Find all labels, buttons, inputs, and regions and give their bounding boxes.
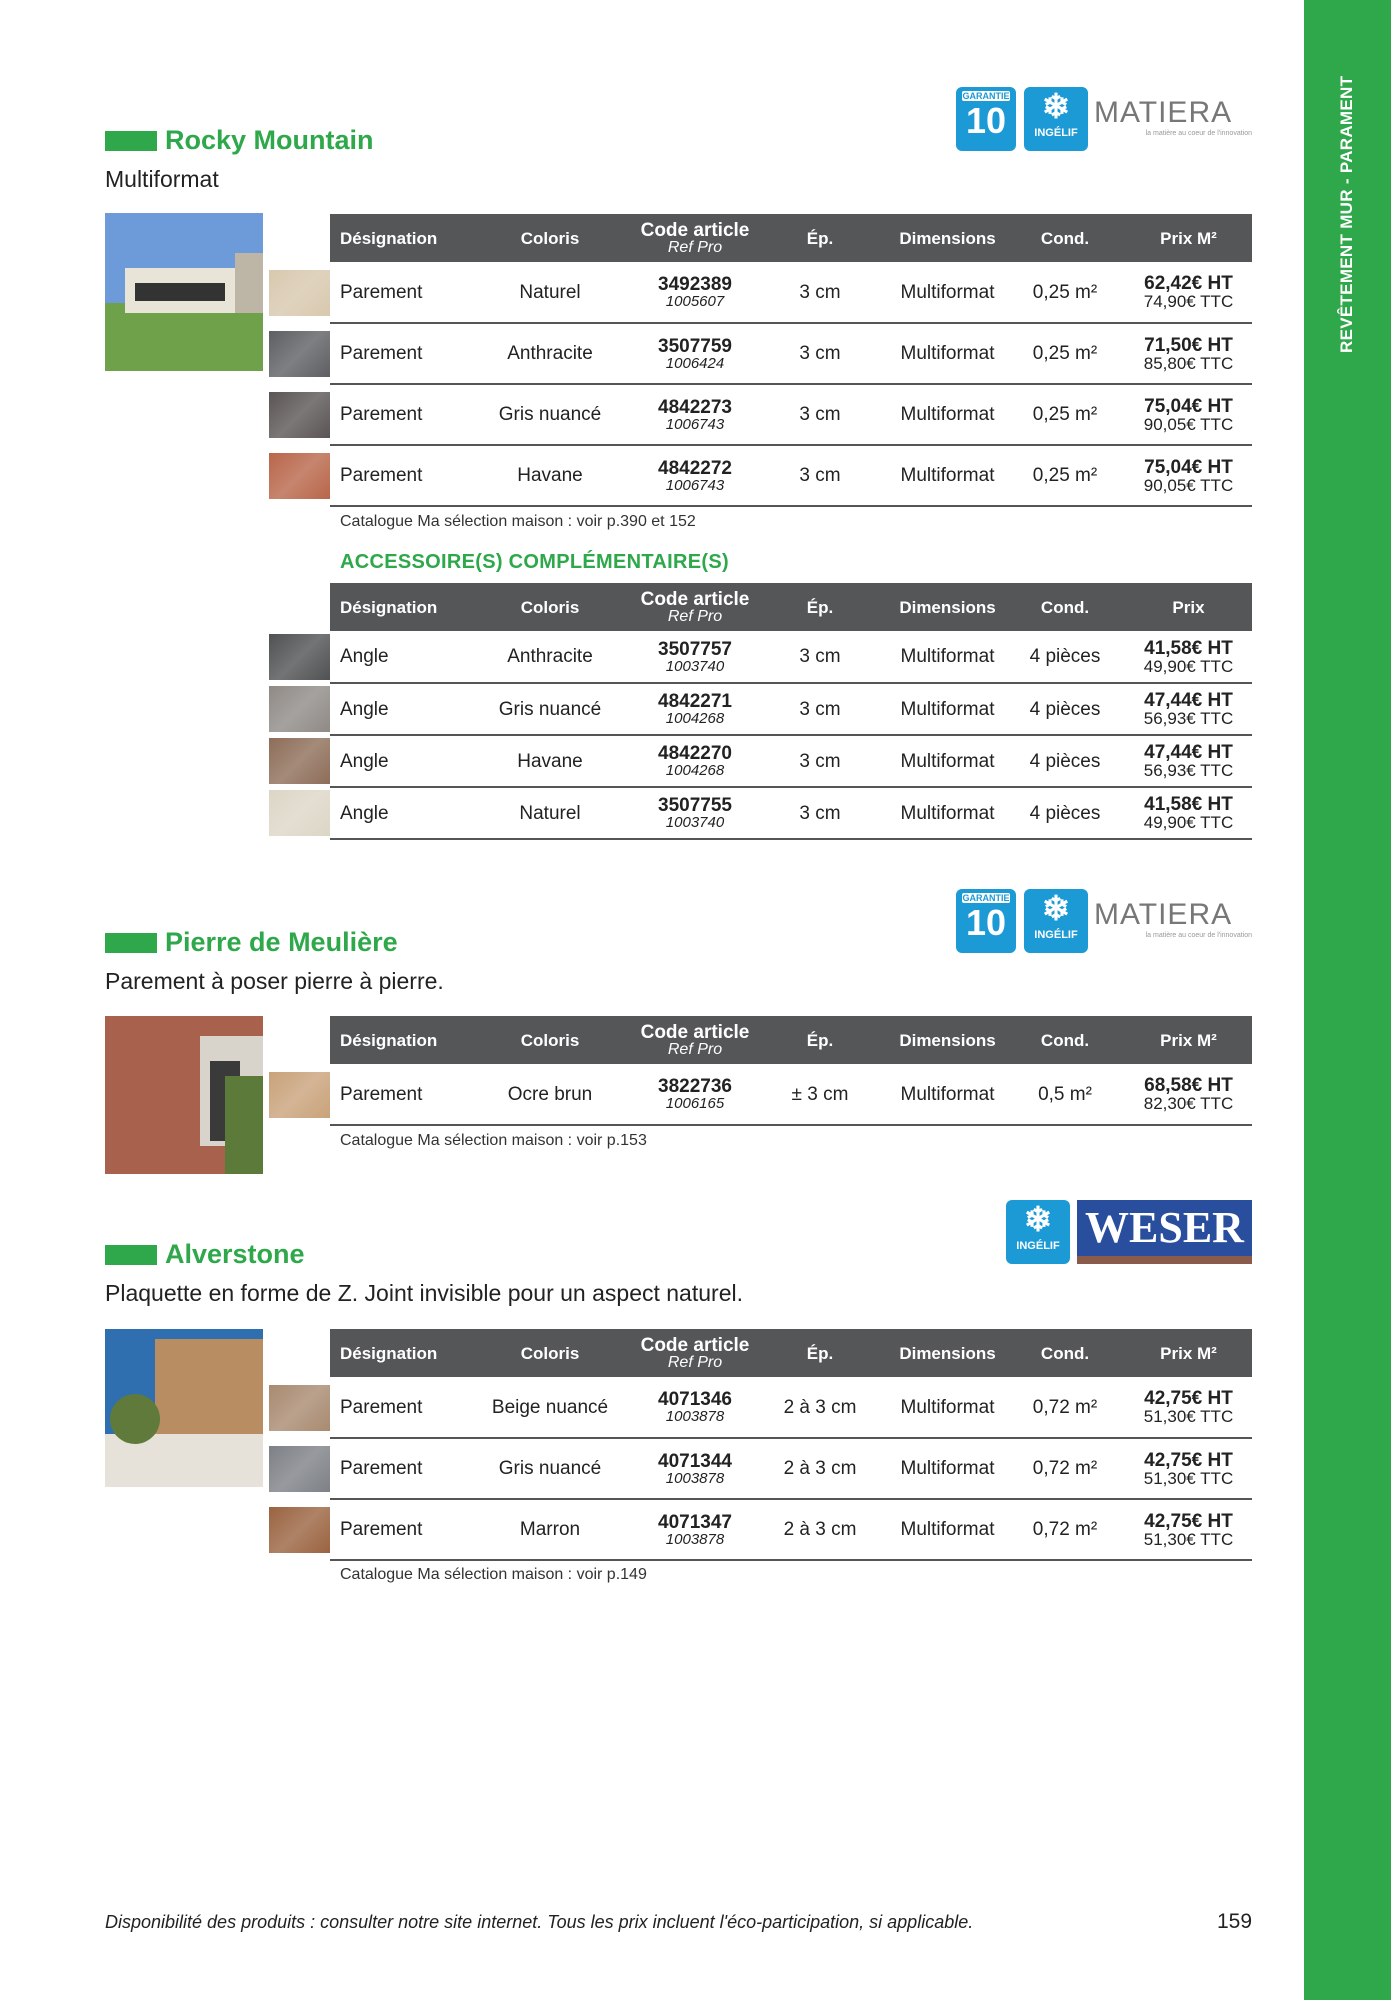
packaging: 0,25 m²: [1005, 445, 1125, 506]
ref-pro: 1006165: [665, 1095, 725, 1112]
product-swatch: [269, 392, 330, 438]
col-ref-label: Ref Pro: [667, 1353, 723, 1371]
col-coloris: Coloris: [460, 583, 640, 631]
matiera-logo: [1094, 96, 1252, 137]
section-title-text: Alverstone: [165, 1239, 305, 1269]
thickness: 2 à 3 cm: [750, 1377, 890, 1438]
article-code: 4842273: [658, 396, 732, 418]
thickness: 3 cm: [750, 735, 890, 787]
guarantee-10-years-logo: [956, 889, 1016, 953]
section-subtitle: Plaquette en forme de Z. Joint invisible pour un aspect naturel.: [105, 1280, 743, 1306]
table-row: [330, 445, 1252, 506]
packaging: 0,25 m²: [1005, 384, 1125, 445]
matiera-tagline: la matière au coeur de l'innovation: [1145, 932, 1252, 939]
price-ht: 42,75€ HT: [1144, 1449, 1233, 1471]
ref-pro: 1003740: [665, 814, 725, 831]
coloris: Naturel: [460, 262, 640, 323]
col-dimensions: Dimensions: [890, 1329, 1005, 1377]
col-prix: Prix: [1125, 583, 1252, 631]
snowflake-icon: ❄: [1023, 1201, 1053, 1239]
designation: Parement: [330, 384, 460, 445]
designation: Parement: [330, 1064, 460, 1125]
section-title-rocky-mountain: [105, 125, 374, 156]
weser-logo: WESER: [1077, 1200, 1252, 1264]
matiera-logo: [1094, 898, 1252, 939]
article-code: 3492389: [658, 274, 732, 295]
dimensions: Multiformat: [890, 1438, 1005, 1499]
catalogue-note: Catalogue Ma sélection maison : voir p.149: [340, 1566, 647, 1583]
col-designation: Désignation: [330, 1016, 460, 1064]
ref-pro: 1003878: [665, 1469, 725, 1487]
code-cell: [640, 787, 750, 839]
dimensions: Multiformat: [890, 683, 1005, 735]
col-code: [640, 1016, 750, 1064]
thickness: 3 cm: [750, 262, 890, 323]
table-row: [330, 631, 1252, 683]
col-designation: Désignation: [330, 214, 460, 262]
section-subtitle: Multiformat: [105, 166, 219, 192]
table-header-row: [330, 1016, 1252, 1064]
price-cell: [1125, 787, 1252, 839]
article-code: 4071346: [658, 1389, 732, 1410]
col-ep: Ép.: [750, 583, 890, 631]
col-cond: Cond.: [1005, 583, 1125, 631]
designation: Angle: [330, 631, 460, 683]
col-code-label: Code article: [640, 1334, 750, 1356]
thickness: 3 cm: [750, 631, 890, 683]
product-table-alverstone: [330, 1329, 1252, 1561]
product-photo-alverstone: [105, 1329, 263, 1487]
packaging: 0,72 m²: [1005, 1438, 1125, 1499]
ingelif-label: INGÉLIF: [1034, 127, 1078, 139]
dimensions: Multiformat: [890, 1499, 1005, 1560]
price-cell: [1125, 735, 1252, 787]
thickness: 3 cm: [750, 384, 890, 445]
product-swatch: [269, 270, 330, 316]
article-code: 4071344: [658, 1450, 732, 1472]
table-row: [330, 735, 1252, 787]
packaging: 0,25 m²: [1005, 323, 1125, 384]
col-dimensions: Dimensions: [890, 583, 1005, 631]
article-code: 4842271: [658, 691, 732, 712]
price-ttc: 51,30€ TTC: [1143, 1468, 1234, 1488]
product-swatch: [269, 1446, 330, 1492]
article-code: 3507759: [658, 335, 732, 357]
price-ttc: 51,30€ TTC: [1143, 1529, 1234, 1549]
price-cell: [1125, 1438, 1252, 1499]
thickness: 3 cm: [750, 787, 890, 839]
designation: Parement: [330, 1377, 460, 1438]
article-code: 4842270: [658, 743, 732, 764]
thickness: 3 cm: [750, 323, 890, 384]
dimensions: Multiformat: [890, 1064, 1005, 1125]
designation: Parement: [330, 445, 460, 506]
page-number: 159: [1217, 1910, 1253, 1933]
product-table-rocky-mountain: [330, 214, 1252, 507]
price-ht: 68,58€ HT: [1144, 1075, 1233, 1096]
price-cell: [1125, 323, 1252, 384]
product-swatch: [269, 790, 330, 836]
packaging: 0,72 m²: [1005, 1377, 1125, 1438]
section-title-text: Rocky Mountain: [165, 125, 374, 155]
guarantee-number: 10: [965, 902, 1007, 943]
col-code-label: Code article: [640, 219, 750, 241]
price-cell: [1125, 1499, 1252, 1560]
col-ep: Ép.: [750, 1016, 890, 1064]
coloris: Marron: [460, 1499, 640, 1560]
col-dimensions: Dimensions: [890, 214, 1005, 262]
col-ref-label: Ref Pro: [667, 607, 723, 625]
thickness: ± 3 cm: [750, 1064, 890, 1125]
code-cell: [640, 1499, 750, 1560]
col-cond: Cond.: [1005, 1329, 1125, 1377]
col-ep: Ép.: [750, 214, 890, 262]
price-ht: 41,58€ HT: [1144, 794, 1233, 815]
price-ttc: 74,90€ TTC: [1143, 292, 1234, 311]
coloris: Havane: [460, 735, 640, 787]
col-coloris: Coloris: [460, 214, 640, 262]
dimensions: Multiformat: [890, 262, 1005, 323]
product-swatch: [269, 1072, 330, 1118]
section-title-pierre-de-meuliere: [105, 927, 398, 958]
col-ref-label: Ref Pro: [667, 238, 723, 256]
ref-pro: 1004268: [665, 762, 725, 779]
snowflake-icon: ❄: [1041, 890, 1071, 928]
designation: Angle: [330, 787, 460, 839]
dimensions: Multiformat: [890, 384, 1005, 445]
designation: Angle: [330, 683, 460, 735]
code-cell: [640, 683, 750, 735]
price-ht: 75,04€ HT: [1144, 395, 1233, 417]
thickness: 3 cm: [750, 445, 890, 506]
coloris: Beige nuancé: [460, 1377, 640, 1438]
section-title-alverstone: [105, 1239, 305, 1270]
ref-pro: 1003878: [665, 1408, 725, 1425]
thickness: 2 à 3 cm: [750, 1499, 890, 1560]
article-code: 3507755: [658, 795, 732, 816]
col-code-label: Code article: [640, 1021, 750, 1043]
price-ttc: 49,90€ TTC: [1143, 656, 1234, 676]
title-marker: [105, 1245, 157, 1265]
coloris: Gris nuancé: [460, 683, 640, 735]
coloris: Havane: [460, 445, 640, 506]
code-cell: [640, 1064, 750, 1125]
col-prix: Prix M²: [1125, 214, 1252, 262]
price-cell: [1125, 1064, 1252, 1125]
col-cond: Cond.: [1005, 1016, 1125, 1064]
guarantee-label: GARANTIE: [962, 91, 1010, 101]
accessories-table: [330, 583, 1252, 840]
designation: Parement: [330, 1499, 460, 1560]
table-row: [330, 1499, 1252, 1560]
price-cell: [1125, 262, 1252, 323]
thickness: 2 à 3 cm: [750, 1438, 890, 1499]
table-row: [330, 384, 1252, 445]
dimensions: Multiformat: [890, 1377, 1005, 1438]
price-cell: [1125, 683, 1252, 735]
guarantee-10-years-logo: [956, 87, 1016, 151]
side-category-label: REVÊTEMENT MUR - PARAMENT: [1337, 75, 1356, 353]
table-row: [330, 1064, 1252, 1125]
code-cell: [640, 262, 750, 323]
ingelif-label: INGÉLIF: [1016, 1240, 1060, 1252]
col-coloris: Coloris: [460, 1016, 640, 1064]
price-ttc: 56,93€ TTC: [1143, 709, 1234, 728]
designation: Parement: [330, 323, 460, 384]
col-coloris: Coloris: [460, 1329, 640, 1377]
guarantee-label: GARANTIE: [962, 893, 1010, 903]
table-row: [330, 262, 1252, 323]
col-designation: Désignation: [330, 583, 460, 631]
code-cell: [640, 445, 750, 506]
price-ht: 47,44€ HT: [1144, 690, 1233, 711]
catalogue-note: Catalogue Ma sélection maison : voir p.390 et 152: [340, 513, 696, 530]
title-marker: [105, 933, 157, 953]
price-cell: [1125, 384, 1252, 445]
matiera-name: MATIERA: [1094, 898, 1233, 931]
packaging: 0,72 m²: [1005, 1499, 1125, 1560]
guarantee-number: 10: [965, 100, 1007, 141]
footer-disclaimer: Disponibilité des produits : consulter notre site internet. Tous les prix incluent l'éco-participation, si applicable.: [105, 1912, 974, 1932]
ingelif-logo: [1024, 87, 1088, 151]
col-prix: Prix M²: [1125, 1329, 1252, 1377]
title-marker: [105, 131, 157, 151]
code-cell: [640, 323, 750, 384]
ref-pro: 1004268: [665, 710, 725, 727]
designation: Parement: [330, 1438, 460, 1499]
col-cond: Cond.: [1005, 214, 1125, 262]
matiera-tagline: la matière au coeur de l'innovation: [1145, 130, 1252, 137]
dimensions: Multiformat: [890, 735, 1005, 787]
price-ttc: 49,90€ TTC: [1143, 813, 1234, 832]
coloris: Anthracite: [460, 631, 640, 683]
ref-pro: 1006743: [665, 415, 725, 433]
col-prix: Prix M²: [1125, 1016, 1252, 1064]
dimensions: Multiformat: [890, 787, 1005, 839]
col-ep: Ép.: [750, 1329, 890, 1377]
packaging: 0,25 m²: [1005, 262, 1125, 323]
price-ttc: 56,93€ TTC: [1143, 761, 1234, 780]
col-code: [640, 1329, 750, 1377]
col-ref-label: Ref Pro: [667, 1040, 723, 1058]
product-swatch: [269, 331, 330, 377]
article-code: 3507757: [658, 638, 732, 660]
col-dimensions: Dimensions: [890, 1016, 1005, 1064]
table-header-row: [330, 1329, 1252, 1377]
ingelif-logo: [1024, 889, 1088, 953]
coloris: Gris nuancé: [460, 384, 640, 445]
thickness: 3 cm: [750, 683, 890, 735]
price-cell: [1125, 631, 1252, 683]
ref-pro: 1003740: [665, 657, 725, 675]
coloris: Anthracite: [460, 323, 640, 384]
packaging: 4 pièces: [1005, 683, 1125, 735]
accessories-heading: ACCESSOIRE(S) COMPLÉMENTAIRE(S): [340, 551, 729, 573]
product-swatch: [269, 1385, 330, 1431]
price-ttc: 85,80€ TTC: [1143, 353, 1234, 373]
table-row: [330, 1377, 1252, 1438]
price-cell: [1125, 1377, 1252, 1438]
price-ht: 75,04€ HT: [1144, 456, 1233, 478]
col-designation: Désignation: [330, 1329, 460, 1377]
code-cell: [640, 1377, 750, 1438]
price-ht: 42,75€ HT: [1144, 1510, 1233, 1532]
ref-pro: 1005607: [665, 293, 725, 310]
article-code: 4071347: [658, 1511, 732, 1533]
price-ttc: 82,30€ TTC: [1143, 1094, 1234, 1113]
packaging: 4 pièces: [1005, 631, 1125, 683]
product-swatch: [269, 453, 330, 499]
price-ht: 41,58€ HT: [1144, 637, 1233, 659]
price-ht: 42,75€ HT: [1144, 1388, 1233, 1409]
price-ht: 47,44€ HT: [1144, 742, 1233, 763]
product-photo-rocky-mountain: [105, 213, 263, 371]
section-title-text: Pierre de Meulière: [165, 927, 398, 957]
product-table-pierre-de-meuliere: [330, 1016, 1252, 1126]
product-swatch: [269, 634, 330, 680]
price-cell: [1125, 445, 1252, 506]
ingelif-logo: [1006, 1200, 1070, 1264]
section-subtitle: Parement à poser pierre à pierre.: [105, 968, 444, 994]
table-row: [330, 1438, 1252, 1499]
table-header-row: [330, 214, 1252, 262]
catalogue-note: Catalogue Ma sélection maison : voir p.153: [340, 1132, 647, 1149]
product-swatch: [269, 1507, 330, 1553]
matiera-name: MATIERA: [1094, 96, 1233, 129]
code-cell: [640, 1438, 750, 1499]
price-ttc: 90,05€ TTC: [1143, 414, 1234, 434]
dimensions: Multiformat: [890, 445, 1005, 506]
packaging: 4 pièces: [1005, 735, 1125, 787]
article-code: 4842272: [658, 457, 732, 479]
table-row: [330, 323, 1252, 384]
col-code: [640, 583, 750, 631]
product-swatch: [269, 686, 330, 732]
coloris: Gris nuancé: [460, 1438, 640, 1499]
coloris: Naturel: [460, 787, 640, 839]
article-code: 3822736: [658, 1076, 732, 1097]
snowflake-icon: ❄: [1041, 88, 1071, 126]
table-row: [330, 787, 1252, 839]
price-ttc: 90,05€ TTC: [1143, 475, 1234, 495]
price-ht: 71,50€ HT: [1144, 334, 1233, 356]
dimensions: Multiformat: [890, 631, 1005, 683]
table-header-row: [330, 583, 1252, 631]
designation: Angle: [330, 735, 460, 787]
ref-pro: 1006743: [665, 476, 725, 494]
code-cell: [640, 631, 750, 683]
packaging: 4 pièces: [1005, 787, 1125, 839]
code-cell: [640, 735, 750, 787]
price-ht: 62,42€ HT: [1144, 273, 1233, 294]
ref-pro: 1006424: [665, 354, 725, 372]
col-code: [640, 214, 750, 262]
designation: Parement: [330, 262, 460, 323]
coloris: Ocre brun: [460, 1064, 640, 1125]
price-ttc: 51,30€ TTC: [1143, 1407, 1234, 1426]
dimensions: Multiformat: [890, 323, 1005, 384]
ingelif-label: INGÉLIF: [1034, 929, 1078, 941]
product-swatch: [269, 738, 330, 784]
code-cell: [640, 384, 750, 445]
table-row: [330, 683, 1252, 735]
col-code-label: Code article: [640, 588, 750, 610]
packaging: 0,5 m²: [1005, 1064, 1125, 1125]
ref-pro: 1003878: [665, 1530, 725, 1548]
product-photo-pierre-de-meuliere: [105, 1016, 263, 1174]
